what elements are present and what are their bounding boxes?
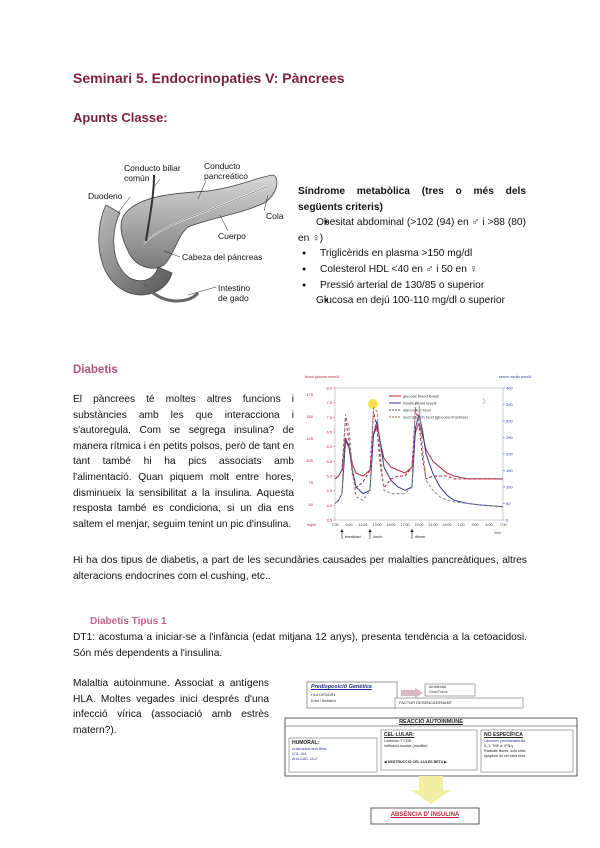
x-tick-label: 1:00 [457,523,465,527]
x-tick-label: 7:00 [499,523,507,527]
flow-nonspecific-line: Citocines proinflamatòries [484,739,526,743]
x-tick-label: 3:00 [471,523,479,527]
y-right-tick-label: 300 [506,418,513,424]
flow-nonspecific-title: NO ESPECÍFICA [484,732,523,738]
label-duodeno: Duodeno [88,191,123,201]
dt1-heading: Diabetis Tipus 1 [90,616,167,627]
y-left-tick-label: 4.0 [326,502,332,508]
meal-arrow-icon [369,529,372,532]
y-right-tick-label: 400 [506,385,513,391]
legend-entry: sucrose-rich food (glucose+fructose) [403,414,468,420]
x-unit-label: mg/dl [307,523,316,527]
legend-entry: glucose blood levels [403,393,440,399]
y-left-tick-label: 6.5 [326,429,332,435]
sindrome-criteria-list [298,215,526,309]
label-conducto-biliar-line2: común [124,173,150,183]
diabetis-paragraph-2: Hi ha dos tipus de diabetis, a part de les secundàries causades per malalties pancreàtiques, altres alteracions endocrines com el cushing, etc.. [73,555,527,582]
y-left-outer-tick-label: 150 [306,414,313,419]
dt1-flowchart [283,680,583,830]
x-tick-label: 9:00 [345,523,353,527]
x-tick-label: 19:00 [414,523,424,527]
flow-top-title: Predisposició Genètica [311,684,372,690]
diabetis-heading: Diabetis [73,364,118,376]
y-left-outer-tick-label: 50 [308,502,313,507]
sindrome-heading: Síndrome metabòlica (tres o més dels següents criteris) [298,186,526,213]
criteria-item: ● Glucosa en dejú 100-110 mg/dl o superior [298,293,526,309]
flow-env-label: Ambiental [429,685,446,689]
y-left-axis-label: blood glucose mmol/L [305,375,340,379]
glucose-insulin-chart [303,372,532,550]
flow-cellular-arrow [384,760,447,764]
label-intestino [218,283,250,303]
y-left-tick-label: 5.5 [326,458,332,464]
x-axis-label: time [494,531,501,535]
y-right-tick-label: 350 [506,402,513,407]
y-right-tick-label: 150 [506,468,513,473]
right-arrow-icon: ▶ [444,760,447,764]
y-right-tick-label: 100 [506,484,513,490]
label-cola: Cola [266,211,284,221]
flow-result-label: ABSÈNCIA D' INSULINA [390,812,460,818]
legend-entry: starch-rich food [403,407,431,413]
label-conducto-biliar-line1: Conducto biliar [124,163,181,173]
meal-label: lunch [373,535,383,539]
label-intestino-line1: Intestino [218,283,251,293]
x-tick-label: 5:00 [485,523,493,527]
flow-top-sub2: Edat / Ambient [311,699,336,703]
flow-autoimmune-title: REACCIÓ AUTOINMUNE [399,719,463,725]
criteria-item: ● Triglicèrids en plasma >150 mg/dl [298,246,526,262]
flow-trigger-label: FACTOR DESENCADENANT [399,700,453,705]
meal-label: breakfast [345,535,361,539]
pancreas-illustration [88,155,288,315]
criteria-item: ● Pressió arterial de 130/85 o superior [298,278,526,294]
meal-arrow-icon [341,529,344,532]
y-left-tick-label: 7.5 [326,400,332,406]
flow-humoral-line: ICA, IAA [292,752,307,756]
page-title: Seminari 5. Endocrinopaties V: Pàncrees [73,70,345,86]
section-subtitle: Apunts Classe: [73,110,168,125]
flow-env-sub: Virus/Tòxics [429,690,448,694]
flow-humoral-lines [292,747,326,762]
label-conducto-pancreatico-line1: Conducto [204,161,241,171]
pancreas-figure [88,155,288,315]
flow-cellular-line: Limfòcits T CD8 [384,739,411,743]
y-right-tick-label: 200 [506,451,513,457]
y-right-tick-label: 0 [506,517,509,523]
label-intestino-line2: de gado [218,293,249,303]
y-left-tick-label: 4.5 [326,488,332,494]
y-left-outer-tick-label: 175 [306,392,313,397]
flow-nonspecific-line: IL-1, TNF-α, IFN-γ [484,744,514,748]
criteria-item: ● Colesterol HDL <40 en ♂ i 50 en ♀ [298,262,526,278]
x-tick-label: 21:00 [428,523,438,527]
y-left-outer-tick-label: 125 [306,436,313,441]
meal-arrow-icon [411,529,414,532]
flow-humoral-line: Anti-GAD, IA-2 [292,757,318,761]
x-tick-label: 13:00 [372,523,382,527]
y-left-tick-label: 5.0 [326,473,332,479]
x-tick-label: 15:00 [386,523,396,527]
y-left-tick-label: 6.0 [326,444,332,450]
x-tick-label: 11:00 [358,523,368,527]
flow-cellular-line: Infiltració insular (insulitis) [384,744,428,748]
flow-humoral-title: HUMORAL: [292,740,320,746]
label-cuerpo: Cuerpo [218,231,246,241]
flow-cellular-arrow-label: DESTRUCCIÓ CÈL·LULES BETA [387,760,444,764]
legend-entry: insulin blood levels [403,400,437,406]
chart-svg [303,372,532,550]
diabetis-paragraph-1: El pàncrees té moltes altres funcions i substàncies amb les que interacciona i s'autoregula. Com se segrega insulina? de manera rítmica i en petits polsos, però de tant en tant també hi ha pics associats amb l'alimentació. Quan piquem molt entre hores, disminueix la sensibilitat a la insulina. Aquesta resposta també es condiciona, si un dia ens saltem el menjar, seguim tenint un pic d'insulina. [73,394,294,530]
y-left-outer-tick-label: 100 [306,458,313,463]
meal-label: dinner [415,535,426,539]
y-right-tick-label: 50 [506,501,511,506]
criteria-item: ● Obesitat abdominal (>102 (94) en ♂ i >88 (80) en ♀) [298,215,526,246]
y-left-tick-label: 8.0 [326,385,332,391]
flow-humoral-line: Anticossos anti-illots [292,747,327,751]
flow-cellular-title: CEL·LULAR: [384,732,415,738]
y-right-axis-label: serum insulin pmol/L [499,375,532,379]
flow-top-sub: HLA DR3/DR4 [311,693,336,697]
y-right-tick-label: 250 [506,435,513,440]
label-conducto-biliar [124,163,181,183]
x-tick-label: 7:00 [331,523,339,527]
autoimmune-paragraph: Malaltia autoinmune. Associat a antígens HLA. Moltes vegades inici després d'una infecció vírica (associació amb estrès matern?). [73,678,269,736]
label-conducto-pancreatico-line2: pancreático [204,171,248,181]
flow-nonspecific-lines [484,739,526,759]
dt1-paragraph: DT1: acostuma a iniciar-se a l'infància (edat mitjana 12 anys), presenta tendència a la cetoacidosi. Són més dependents a l'insulina. [73,632,527,659]
x-tick-label: 23:00 [442,523,452,527]
label-conducto-pancreatico [204,161,248,181]
x-tick-label: 17:00 [400,523,410,527]
flow-nonspecific-line: Apoptosi de cèl·lules beta [484,754,526,758]
y-left-tick-label: 3.5 [326,517,332,523]
moon-icon: ☽ [479,397,487,406]
flow-cellular-lines [384,739,427,749]
label-cabeza: Cabeza del páncreas [182,252,263,262]
y-left-tick-label: 7.0 [326,414,332,420]
y-left-outer-tick-label: 75 [308,480,313,485]
sindrome-metabolica [298,184,526,309]
sun-icon [368,399,378,409]
flow-nonspecific-line: Radicals lliures, òxid nítric [484,749,526,753]
left-arrow-icon: ◀ [384,760,387,764]
